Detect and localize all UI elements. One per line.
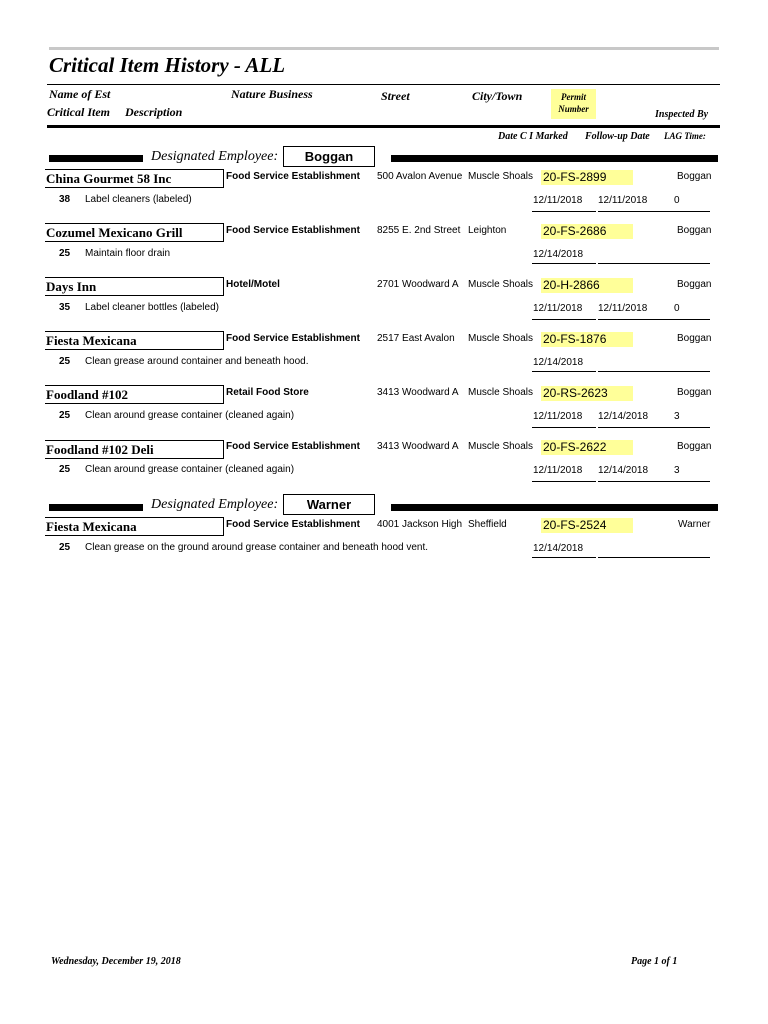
permit-number: 20-FS-2899 (541, 170, 633, 185)
inspector: Boggan (677, 225, 712, 236)
est-name: China Gourmet 58 Inc (45, 169, 224, 188)
inspector: Boggan (677, 171, 712, 182)
underline (532, 427, 596, 428)
group-bar-left (49, 155, 143, 162)
nature-business: Food Service Establishment (226, 225, 360, 236)
underline (532, 371, 596, 372)
permit-number: 20-RS-2623 (541, 386, 633, 401)
permit-number: 20-FS-2622 (541, 440, 633, 455)
permit-number: 20-FS-2524 (541, 518, 633, 533)
header-street: Street (381, 89, 410, 103)
inspector: Boggan (677, 387, 712, 398)
est-name: Days Inn (45, 277, 224, 296)
designated-employee-name: Warner (283, 494, 375, 515)
city: Muscle Shoals (468, 441, 534, 452)
inspector: Boggan (677, 279, 712, 290)
critical-item-description: Label cleaner bottles (labeled) (85, 302, 219, 313)
header-name-of-est: Name of Est (49, 87, 111, 101)
nature-business: Retail Food Store (226, 387, 309, 398)
header-permit-line1: Permit (561, 92, 586, 102)
underline (532, 557, 596, 558)
underline (532, 481, 596, 482)
critical-item-code: 35 (59, 302, 71, 313)
city: Muscle Shoals (468, 279, 534, 290)
underline (598, 263, 710, 264)
critical-item-description: Clean around grease container (cleaned again) (85, 410, 295, 421)
underline (598, 371, 710, 372)
header-nature-business: Nature Business (231, 87, 313, 101)
followup-date: 12/14/2018 (598, 465, 649, 476)
est-name: Foodland #102 (45, 385, 224, 404)
critical-item-code: 25 (59, 356, 71, 367)
critical-item-description: Clean grease around container and beneath hood. (85, 356, 309, 367)
street: 4001 Jackson High (377, 519, 463, 530)
lag-time: 0 (674, 195, 680, 206)
header-rule (47, 84, 720, 85)
header-date-ci-marked: Date C I Marked (498, 131, 568, 142)
nature-business: Food Service Establishment (226, 519, 360, 530)
top-rule (49, 47, 719, 50)
header-followup-date: Follow-up Date (585, 131, 650, 142)
street: 8255 E. 2nd Street (377, 225, 461, 236)
street: 2701 Woodward A (377, 279, 459, 290)
report-title: Critical Item History - ALL (49, 53, 286, 77)
designated-employee-label: Designated Employee: (151, 149, 279, 164)
nature-business: Hotel/Motel (226, 279, 280, 290)
est-name: Fiesta Mexicana (45, 331, 224, 350)
underline (598, 481, 710, 482)
date-marked: 12/11/2018 (533, 465, 583, 476)
city: Sheffield (468, 519, 507, 530)
designated-employee-name: Boggan (283, 146, 375, 167)
underline (598, 319, 710, 320)
group-bar-left (49, 504, 143, 511)
critical-item-description: Label cleaners (labeled) (85, 194, 192, 205)
est-name: Foodland #102 Deli (45, 440, 224, 459)
permit-number: 20-FS-1876 (541, 332, 633, 347)
inspector: Boggan (677, 333, 712, 344)
critical-item-description: Clean around grease container (cleaned again) (85, 464, 295, 475)
est-name: Fiesta Mexicana (45, 517, 224, 536)
street: 3413 Woodward A (377, 441, 459, 452)
header-thick-rule (47, 125, 720, 128)
underline (598, 211, 710, 212)
nature-business: Food Service Establishment (226, 333, 360, 344)
date-marked: 12/14/2018 (533, 357, 584, 368)
city: Muscle Shoals (468, 387, 534, 398)
city: Muscle Shoals (468, 333, 534, 344)
header-city-town: City/Town (472, 89, 523, 103)
followup-date: 12/14/2018 (598, 411, 649, 422)
header-lag-time: LAG Time: (664, 131, 706, 141)
lag-time: 3 (674, 411, 680, 422)
critical-item-description: Clean grease on the ground around grease container and beneath hood vent. (85, 542, 429, 553)
street: 500 Avalon Avenue (377, 171, 463, 182)
permit-number: 20-FS-2686 (541, 224, 633, 239)
header-critical-item: Critical Item (47, 105, 110, 119)
header-permit-number (551, 89, 596, 119)
permit-number: 20-H-2866 (541, 278, 633, 293)
footer-date: Wednesday, December 19, 2018 (51, 956, 181, 967)
group-bar-right (391, 155, 718, 162)
followup-date: 12/11/2018 (598, 195, 648, 206)
underline (598, 557, 710, 558)
underline (532, 211, 596, 212)
date-marked: 12/11/2018 (533, 303, 583, 314)
followup-date: 12/11/2018 (598, 303, 648, 314)
date-marked: 12/14/2018 (533, 249, 584, 260)
critical-item-code: 38 (59, 194, 71, 205)
inspector: Boggan (677, 441, 712, 452)
underline (532, 263, 596, 264)
city: Leighton (468, 225, 507, 236)
critical-item-code: 25 (59, 410, 71, 421)
underline (532, 319, 596, 320)
nature-business: Food Service Establishment (226, 441, 360, 452)
date-marked: 12/11/2018 (533, 195, 583, 206)
nature-business: Food Service Establishment (226, 171, 360, 182)
date-marked: 12/11/2018 (533, 411, 583, 422)
lag-time: 0 (674, 303, 680, 314)
critical-item-code: 25 (59, 464, 71, 475)
street: 3413 Woodward A (377, 387, 459, 398)
designated-employee-label: Designated Employee: (151, 497, 279, 512)
est-name: Cozumel Mexicano Grill (45, 223, 224, 242)
critical-item-description: Maintain floor drain (85, 248, 171, 259)
inspector: Warner (678, 519, 711, 530)
header-permit-line2: Number (558, 104, 589, 114)
header-inspected-by: Inspected By (655, 109, 709, 120)
group-bar-right (391, 504, 718, 511)
street: 2517 East Avalon (377, 333, 455, 344)
lag-time: 3 (674, 465, 680, 476)
city: Muscle Shoals (468, 171, 534, 182)
critical-item-code: 25 (59, 248, 71, 259)
underline (598, 427, 710, 428)
footer-page-number: Page 1 of 1 (631, 956, 678, 967)
date-marked: 12/14/2018 (533, 543, 584, 554)
critical-item-code: 25 (59, 542, 71, 553)
header-description: Description (125, 105, 183, 119)
